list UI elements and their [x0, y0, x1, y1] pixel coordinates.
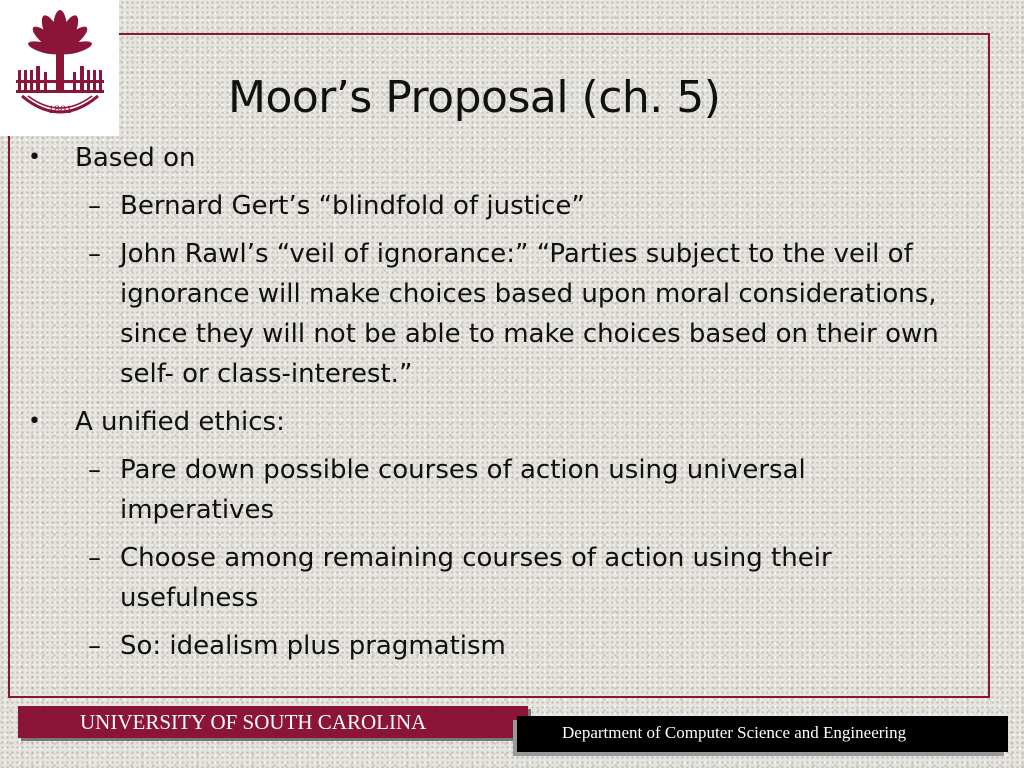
dash-icon: – — [88, 631, 101, 661]
university-footer-bar — [18, 706, 528, 738]
university-logo — [0, 0, 119, 136]
logo-year: 1801 — [48, 102, 72, 116]
dash-icon: – — [88, 191, 101, 221]
bullet-item — [28, 138, 928, 178]
dash-icon: – — [88, 455, 101, 485]
bullet-item — [28, 402, 928, 442]
sub-bullet-item — [28, 626, 928, 666]
department-footer-bar — [517, 716, 1008, 752]
department-name: Department of Computer Science and Engineering — [562, 723, 907, 742]
sub-bullet-item — [28, 234, 940, 394]
dash-icon: – — [88, 543, 101, 573]
bullet-text: Based on — [75, 143, 196, 173]
sub-bullet-text: Pare down possible courses of action using universal imperatives — [120, 455, 806, 525]
dash-icon: – — [88, 239, 101, 269]
bullet-text: A unified ethics: — [75, 407, 285, 437]
sub-bullet-text: So: idealism plus pragmatism — [120, 631, 506, 661]
sub-bullet-item — [28, 450, 940, 530]
sub-bullet-text: John Rawl’s “veil of ignorance:” “Parties subject to the veil of ignorance will make choices based upon moral considerations, since they will not be able to make choices based on their own self- or class-interest.” — [120, 239, 939, 389]
university-name: UNIVERSITY OF SOUTH CAROLINA — [80, 710, 427, 734]
slide-content — [28, 138, 939, 666]
palmetto-tree-icon — [0, 0, 119, 136]
bullet-icon: • — [28, 145, 41, 170]
bullet-icon: • — [28, 409, 41, 434]
sub-bullet-text: Bernard Gert’s “blindfold of justice” — [120, 191, 585, 221]
slide-title: Moor’s Proposal (ch. 5) — [228, 72, 721, 123]
sub-bullet-text: Choose among remaining courses of action using their usefulness — [120, 543, 832, 613]
sub-bullet-item — [28, 538, 940, 618]
sub-bullet-item — [28, 186, 928, 226]
